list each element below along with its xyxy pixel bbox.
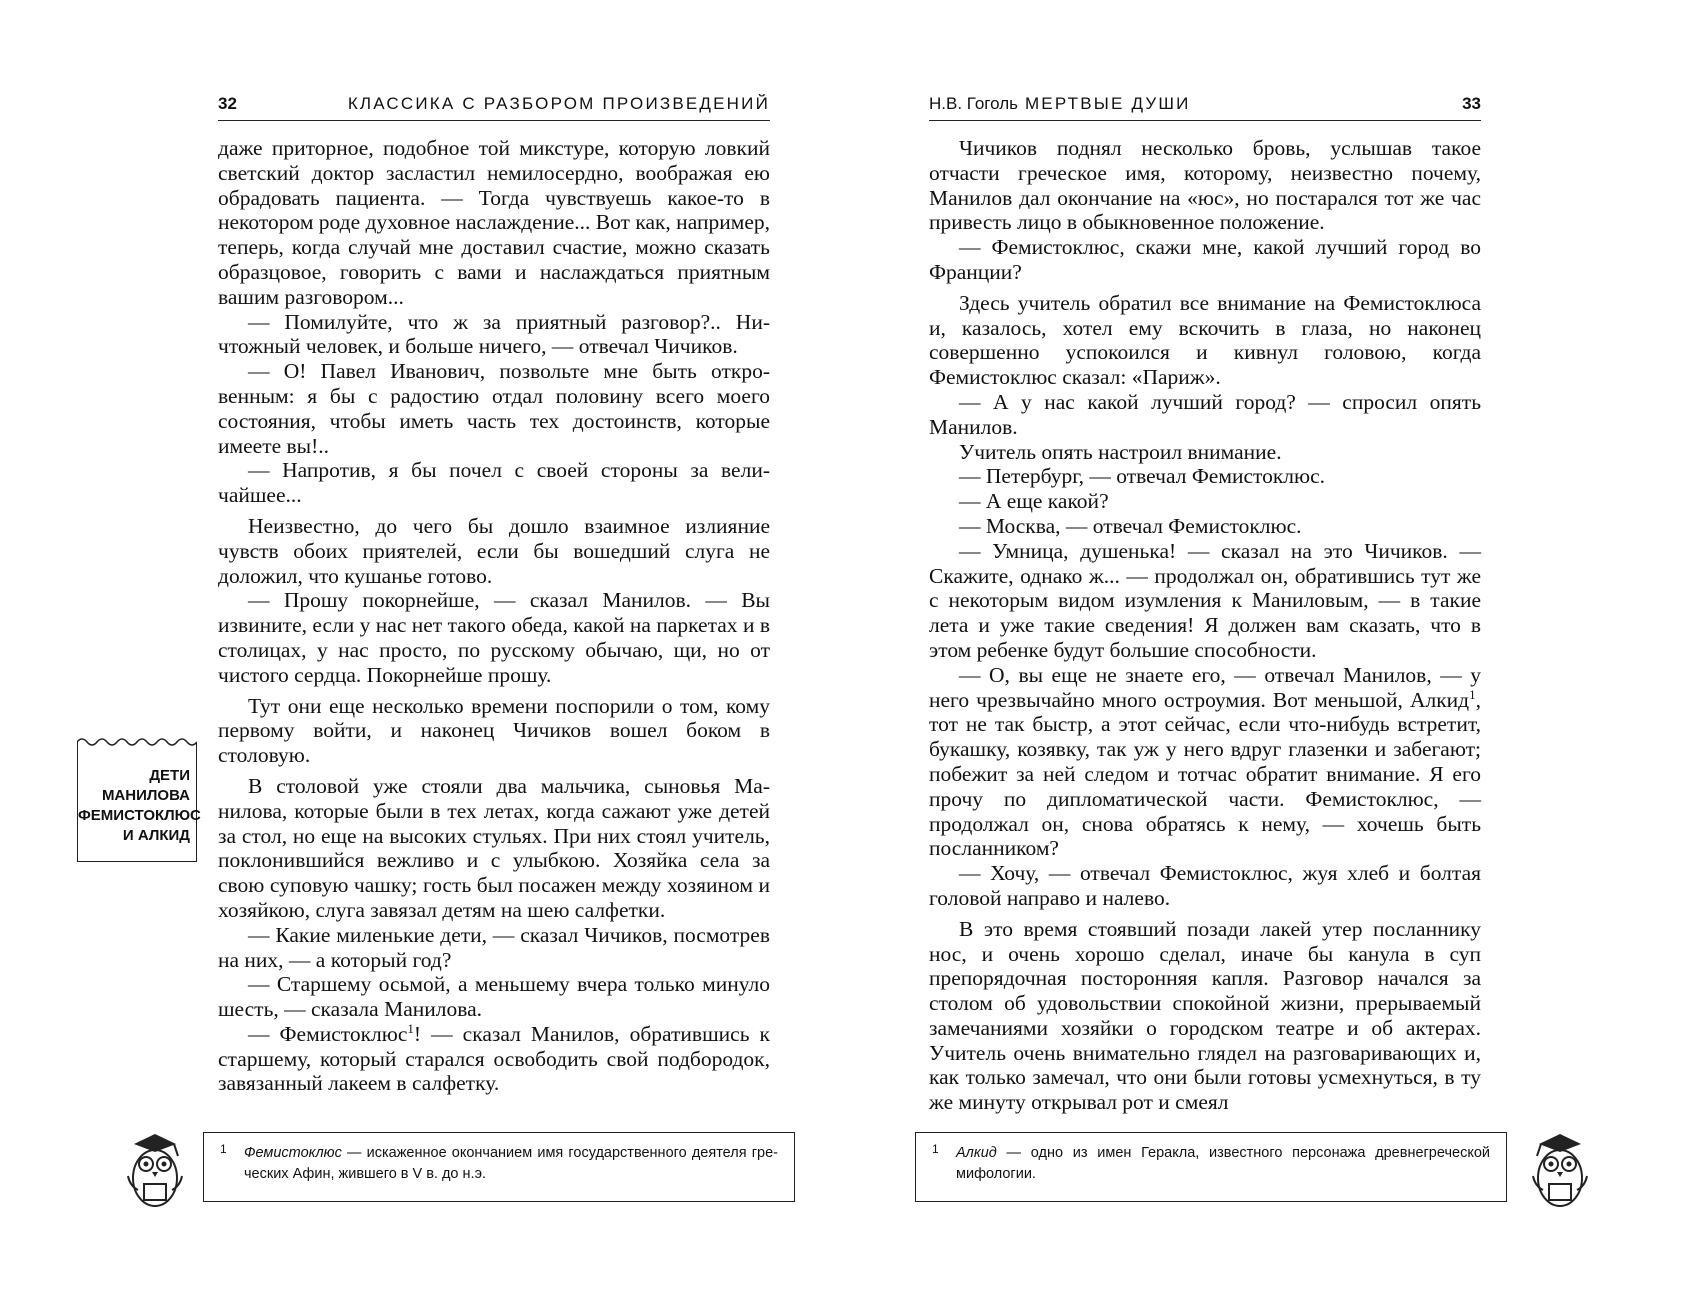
paragraph: — Фемистоклюс, скажи мне, какой лучший город во Франции? bbox=[929, 235, 1481, 284]
book-title: МЕРТВЫЕ ДУШИ bbox=[1024, 94, 1191, 113]
author-name: Н.В. Гоголь bbox=[929, 94, 1018, 113]
paragraph-text: — Фемистоклюс bbox=[248, 1021, 408, 1046]
paragraph bbox=[218, 1022, 770, 1096]
margin-note-line: И АЛКИД bbox=[122, 827, 190, 844]
footnote bbox=[203, 1132, 795, 1202]
paragraph: — Помилуйте, что ж за приятный разговор?.. Ничтожный человек, и больше ничего, — отвечал Чичиков. bbox=[218, 309, 770, 359]
paragraph: В это время стоявший позади лакей утер посланнику нос, и очень хорошо сделал, иначе бы канула в суп препорядочная посторонняя капля. Разговор начался за столом об удовольствии спокойной жизни, прерываемый замечаниями хозяйки о городском театре и об актерах. Учитель очень внимательно глядел на разговаривающих и, как только замечал, что они были готовы усмехнуться, в ту же минуту открывал рот и смеял bbox=[929, 916, 1481, 1115]
paragraph: Чичиков поднял несколько бровь, услышав такое отчасти греческое имя, которому, неизвестно почему, Манилов дал окончание на «юс», но постарался тот же час привесть лицо в обыкновенное положение. bbox=[929, 136, 1481, 235]
body-text bbox=[218, 136, 770, 1096]
paragraph-text: , тот не так быстр, а этот сейчас, если что-нибудь встретит, букашку, козявку, так уж у него вдруг глазенки и забегают; побежит за ней следом и тотчас обратит внимание. Я его прочу по дипломатической части. Фемистоклюс, — продолжал он, снова обратясь к нему, — хочешь быть посланником? bbox=[929, 687, 1481, 861]
paragraph: Учитель опять настроил внимание. bbox=[959, 439, 1282, 464]
running-title bbox=[929, 94, 1191, 114]
footnote-text: — одно из имен Геракла, известного персонажа древнегреческой мифологии. bbox=[956, 1145, 1490, 1182]
paragraph: — Прошу покорнейше, — сказал Манилов. — Вы извините, если у нас нет такого обеда, какой на паркетах и в столицах, у нас просто, по русскому обычаю, щи, но от чистого сердца. Покорнейше прошу. bbox=[218, 588, 770, 687]
paragraph: — О! Павел Иванович, позвольте мне быть откровенным: я бы с радостию отдал половину всего моего состояния, чтобы иметь часть тех достоинств, которые имеете вы!.. bbox=[218, 359, 770, 458]
paragraph: — А у нас какой лучший город? — спросил опять Манилов. bbox=[929, 389, 1481, 439]
running-head bbox=[929, 94, 1481, 121]
margin-note-line: ФЕМИСТОКЛЮС bbox=[78, 807, 201, 824]
paragraph: — А еще какой? bbox=[959, 489, 1109, 514]
footnote-number: 1 bbox=[932, 1142, 939, 1156]
paragraph: — Какие миленькие дети, — сказал Чичиков, посмотрев на них, — а который год? bbox=[218, 922, 770, 972]
footnote-term: Фемистоклюс bbox=[244, 1145, 342, 1161]
body-text bbox=[929, 136, 1481, 1115]
footnote-number: 1 bbox=[220, 1142, 227, 1156]
footnote bbox=[915, 1132, 1507, 1202]
paragraph: — Хочу, — отвечал Фемистоклюс, жуя хлеб и болтая головой направо и налево. bbox=[929, 861, 1481, 910]
margin-note-line: МАНИЛОВА bbox=[101, 787, 190, 804]
running-head bbox=[218, 94, 770, 121]
margin-note-line: ДЕТИ bbox=[149, 767, 190, 784]
running-title: КЛАССИКА С РАЗБОРОМ ПРОИЗВЕДЕНИЙ bbox=[347, 94, 770, 113]
paragraph: даже приторное, подобное той микстуре, которую ловкий светский доктор засластил немилосердно, воображая ею обрадовать пациента. — Тогда чувствуешь какое-то в некотором роде духовное наслаждение... Вот как, например, теперь, когда случай мне доставил счастие, можно сказать образцовое, говорить с вами и наслаждаться приятным вашим разговором... bbox=[218, 136, 770, 309]
page-number: 32 bbox=[218, 94, 237, 113]
paragraph bbox=[929, 663, 1481, 861]
paragraph: — Напротив, я бы почел с своей стороны за величайшее... bbox=[218, 458, 770, 508]
owl-scholar-icon bbox=[1525, 1130, 1595, 1210]
wavy-border bbox=[77, 736, 197, 748]
paragraph: В столовой уже стояли два мальчика, сыновья Манилова, которые были в тех летах, когда сажают уже детей за стол, но еще на высоких стульях. При них стоял учитель, поклонившийся вежливо и с улыбкою. Хозяйка села за свою суповую чашку; гость был посажен между хозяином и хозяйкою, слуга завязал детям на шею салфетки. bbox=[218, 773, 770, 922]
paragraph-text: ! — сказал Манилов, обратившись к старшему, который старался освободить свой подбородок, завязанный лакеем в салфетку. bbox=[218, 1021, 770, 1096]
footnote-ref[interactable]: 1 bbox=[1469, 686, 1476, 702]
paragraph: — Москва, — отвечал Фемистоклюс. bbox=[959, 513, 1302, 538]
paragraph: — Умница, душенька! — сказал на это Чичиков. — Скажите, однако ж... — продолжал он, обратившись тут же с некоторым видом изумления к Маниловым, — в такие лета и уже такие сведения! Я должен вам сказать, что в этом ребенке будут большие способности. bbox=[929, 538, 1481, 662]
paragraph: — Старшему осьмой, а меньшему вчера только минуло шесть, — сказала Манилова. bbox=[218, 972, 770, 1022]
footnote-ref[interactable]: 1 bbox=[407, 1020, 414, 1036]
paragraph: — Петербург, — отвечал Фемистоклюс. bbox=[959, 464, 1326, 489]
paragraph: Тут они еще несколько времени поспорили о том, кому первому войти, и наконец Чичиков вошел боком в столовую. bbox=[218, 693, 770, 768]
paragraph: Неизвестно, до чего бы дошло взаимное излияние чувств обоих приятелей, если бы вошедший слуга не доложил, что кушанье готово. bbox=[218, 513, 770, 588]
paragraph: Здесь учитель обратил все внимание на Фемистоклюса и, казалось, хотел ему вскочить в глаза, но наконец совершенно успокоился и кивнул головою, когда Фемистоклюс сказал: «Париж». bbox=[929, 290, 1481, 390]
page-number: 33 bbox=[1462, 94, 1481, 113]
footnote-text: — искаженное окончанием имя государственного деятеля греческих Афин, жившего в V в. до н.э. bbox=[244, 1145, 778, 1182]
owl-scholar-icon bbox=[120, 1130, 190, 1210]
right-page bbox=[845, 0, 1690, 1312]
paragraph-text: — О, вы еще не знаете его, — отвечал Манилов, — у него чрезвычайно много остроумия. Вот меньшой, Алкид bbox=[929, 662, 1481, 712]
footnote-term: Алкид bbox=[956, 1145, 997, 1161]
margin-note bbox=[77, 742, 201, 862]
